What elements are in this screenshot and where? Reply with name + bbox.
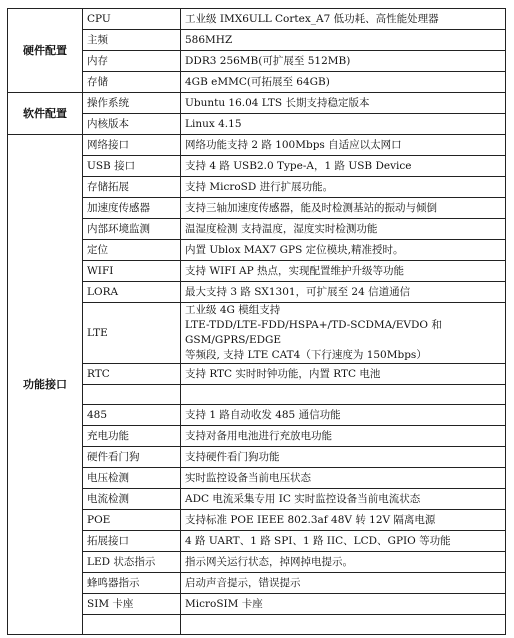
- table-row-empty: [8, 385, 506, 405]
- table-row: [8, 156, 506, 177]
- category-hardware: 硬件配置: [8, 9, 83, 93]
- desc-cell: 支持 1 路自动收发 485 通信功能: [181, 405, 506, 426]
- table-row-empty: [8, 615, 506, 635]
- desc-cell: Ubuntu 16.04 LTS 长期支持稳定版本: [181, 93, 506, 114]
- item-cell: USB 接口: [83, 156, 181, 177]
- item-cell: 存储拓展: [83, 177, 181, 198]
- desc-cell: [181, 385, 506, 405]
- desc-cell: 支持 WIFI AP 热点，实现配置维护升级等功能: [181, 261, 506, 282]
- desc-cell: Linux 4.15: [181, 114, 506, 135]
- table-row: [8, 114, 506, 135]
- desc-line: LTE-TDD/LTE-FDD/HSPA+/TD-SCDMA/EVDO 和 GSM/GPRS/EDGE: [185, 319, 442, 346]
- desc-cell: 启动声音提示，错误提示: [181, 573, 506, 594]
- item-cell: SIM 卡座: [83, 594, 181, 615]
- category-interfaces: 功能接口: [8, 135, 83, 635]
- item-cell: 硬件看门狗: [83, 447, 181, 468]
- table-row: [8, 468, 506, 489]
- table-row: [8, 261, 506, 282]
- table-row: [8, 72, 506, 93]
- item-cell: LORA: [83, 282, 181, 303]
- item-cell: 充电功能: [83, 426, 181, 447]
- spec-table: [7, 8, 506, 635]
- item-cell: 蜂鸣器指示: [83, 573, 181, 594]
- item-cell: 主频: [83, 30, 181, 51]
- desc-cell: 网络功能支持 2 路 100Mbps 自适应以太网口: [181, 135, 506, 156]
- table-row: [8, 364, 506, 385]
- item-cell: 内存: [83, 51, 181, 72]
- desc-cell: 支持对备用电池进行充放电功能: [181, 426, 506, 447]
- desc-cell: ADC 电流采集专用 IC 实时监控设备当前电流状态: [181, 489, 506, 510]
- item-cell: RTC: [83, 364, 181, 385]
- item-cell: 操作系统: [83, 93, 181, 114]
- table-row: [8, 447, 506, 468]
- desc-cell: 最大支持 3 路 SX1301，可扩展至 24 信道通信: [181, 282, 506, 303]
- item-cell: LED 状态指示: [83, 552, 181, 573]
- table-row: [8, 135, 506, 156]
- item-cell: 485: [83, 405, 181, 426]
- desc-cell: 实时监控设备当前电压状态: [181, 468, 506, 489]
- item-cell: WIFI: [83, 261, 181, 282]
- desc-line: 工业级 4G 模组支持: [185, 304, 281, 316]
- desc-cell: 支持三轴加速度传感器，能及时检测基站的振动与倾倒: [181, 198, 506, 219]
- item-cell: [83, 385, 181, 405]
- table-row: [8, 240, 506, 261]
- desc-cell: 指示网关运行状态，掉网掉电提示。: [181, 552, 506, 573]
- desc-line: 等频段, 支持 LTE CAT4（下行速度为 150Mbps）: [185, 349, 427, 361]
- desc-cell: 内置 Ublox MAX7 GPS 定位模块,精准授时。: [181, 240, 506, 261]
- table-row: [8, 573, 506, 594]
- item-cell: LTE: [83, 303, 181, 364]
- item-cell: 电压检测: [83, 468, 181, 489]
- table-row: [8, 198, 506, 219]
- desc-cell: 支持 MicroSD 进行扩展功能。: [181, 177, 506, 198]
- item-cell: 存储: [83, 72, 181, 93]
- desc-cell: DDR3 256MB(可扩展至 512MB): [181, 51, 506, 72]
- item-cell: 内核版本: [83, 114, 181, 135]
- desc-cell: 4GB eMMC(可拓展至 64GB): [181, 72, 506, 93]
- table-row: [8, 9, 506, 30]
- desc-cell: 支持标准 POE IEEE 802.3af 48V 转 12V 隔离电源: [181, 510, 506, 531]
- item-cell: 定位: [83, 240, 181, 261]
- desc-cell: 支持硬件看门狗功能: [181, 447, 506, 468]
- table-row: [8, 489, 506, 510]
- item-cell: 电流检测: [83, 489, 181, 510]
- table-row: [8, 30, 506, 51]
- item-cell: 拓展接口: [83, 531, 181, 552]
- table-row: [8, 282, 506, 303]
- table-row: [8, 531, 506, 552]
- item-cell: CPU: [83, 9, 181, 30]
- desc-cell: [181, 615, 506, 635]
- table-row: [8, 51, 506, 72]
- desc-cell: 4 路 UART、1 路 SPI、1 路 IIC、LCD、GPIO 等功能: [181, 531, 506, 552]
- table-row: [8, 219, 506, 240]
- desc-cell: MicroSIM 卡座: [181, 594, 506, 615]
- item-cell: 内部环境监测: [83, 219, 181, 240]
- table-row: [8, 405, 506, 426]
- item-cell: POE: [83, 510, 181, 531]
- item-cell: 加速度传感器: [83, 198, 181, 219]
- category-software: 软件配置: [8, 93, 83, 135]
- table-row: [8, 177, 506, 198]
- table-row: [8, 93, 506, 114]
- table-row: [8, 303, 506, 364]
- desc-cell: 温湿度检测 支持温度，湿度实时检测功能: [181, 219, 506, 240]
- table-row: [8, 552, 506, 573]
- desc-cell: 工业级 IMX6ULL Cortex_A7 低功耗、高性能处理器: [181, 9, 506, 30]
- table-row: [8, 510, 506, 531]
- desc-cell: 支持 RTC 实时时钟功能，内置 RTC 电池: [181, 364, 506, 385]
- desc-cell: 支持 4 路 USB2.0 Type-A，1 路 USB Device: [181, 156, 506, 177]
- item-cell: 网络接口: [83, 135, 181, 156]
- desc-cell: 586MHZ: [181, 30, 506, 51]
- table-row: [8, 594, 506, 615]
- item-cell: [83, 615, 181, 635]
- desc-cell: [181, 303, 506, 364]
- table-row: [8, 426, 506, 447]
